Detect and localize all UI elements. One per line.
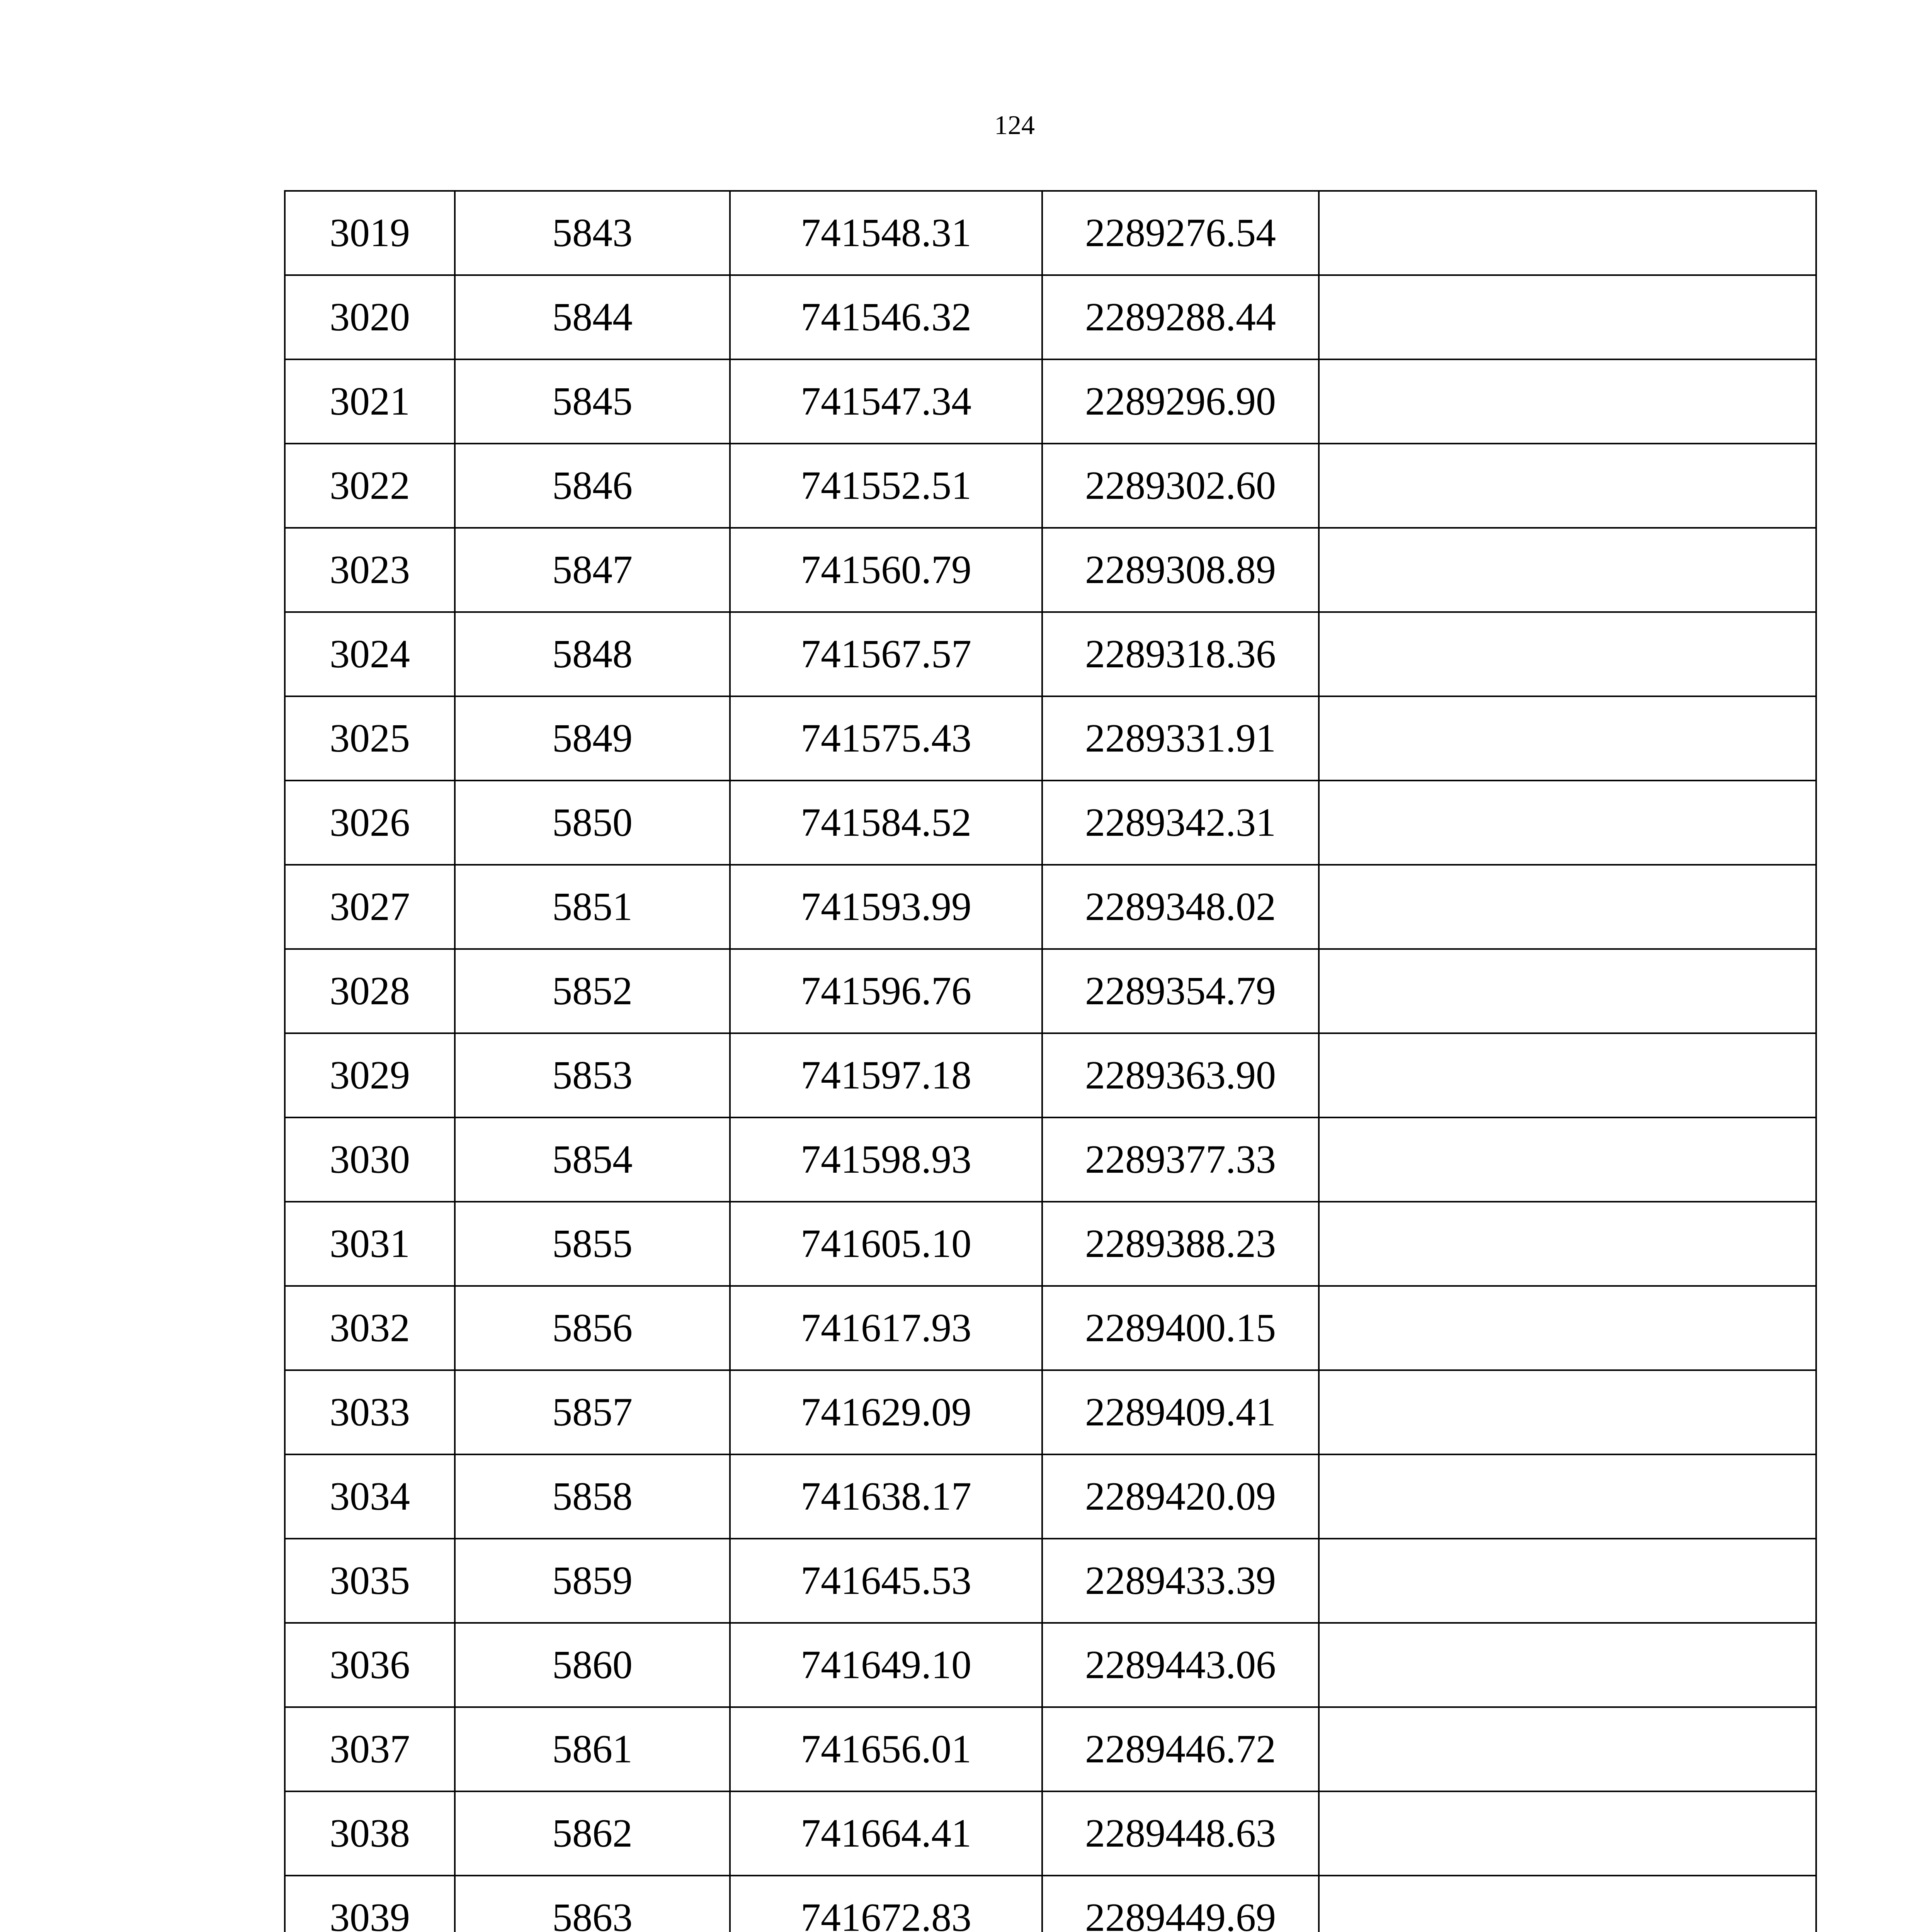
table-cell: 3025 [285,696,455,781]
table-cell: 2289420.09 [1042,1454,1319,1539]
table-cell: 5861 [455,1707,730,1791]
table-cell: 741605.10 [730,1202,1042,1286]
table-row [285,781,1816,865]
table-cell [1319,1202,1816,1286]
table-row [285,1286,1816,1370]
table-cell: 5851 [455,865,730,949]
table-cell: 3038 [285,1791,455,1876]
table-cell: 5862 [455,1791,730,1876]
table-cell: 2289363.90 [1042,1033,1319,1117]
table-cell: 741672.83 [730,1876,1042,1932]
table-cell: 2289348.02 [1042,865,1319,949]
table-cell: 5843 [455,191,730,275]
table-cell: 3022 [285,444,455,528]
table-row [285,1539,1816,1623]
table-cell: 3023 [285,528,455,612]
table-cell: 3027 [285,865,455,949]
table-cell: 2289318.36 [1042,612,1319,696]
table-cell: 2289443.06 [1042,1623,1319,1707]
table-cell: 5858 [455,1454,730,1539]
table-cell: 2289288.44 [1042,275,1319,359]
table-cell [1319,1623,1816,1707]
table-cell: 3030 [285,1117,455,1202]
table-cell: 3019 [285,191,455,275]
table-row [285,865,1816,949]
table-cell: 5859 [455,1539,730,1623]
table-cell: 2289342.31 [1042,781,1319,865]
table-cell: 741567.57 [730,612,1042,696]
table-cell: 5857 [455,1370,730,1454]
table-row [285,1791,1816,1876]
table-cell [1319,696,1816,781]
table-cell: 5849 [455,696,730,781]
table-cell: 741547.34 [730,359,1042,444]
table-cell: 2289296.90 [1042,359,1319,444]
table-cell: 5848 [455,612,730,696]
table-row [285,191,1816,275]
table-cell: 741552.51 [730,444,1042,528]
table-row [285,1117,1816,1202]
table-cell: 5852 [455,949,730,1033]
table-row [285,1202,1816,1286]
page-number: 124 [994,111,1035,140]
table-cell: 741575.43 [730,696,1042,781]
table-cell: 5853 [455,1033,730,1117]
table-row [285,1876,1816,1932]
table-cell [1319,275,1816,359]
table-cell: 3032 [285,1286,455,1370]
table-cell: 3021 [285,359,455,444]
table-cell [1319,1370,1816,1454]
table-cell [1319,949,1816,1033]
table-cell [1319,865,1816,949]
table-cell [1319,1539,1816,1623]
table-cell [1319,191,1816,275]
table-cell: 2289377.33 [1042,1117,1319,1202]
table-cell: 2289446.72 [1042,1707,1319,1791]
table-cell [1319,1791,1816,1876]
table-cell: 5850 [455,781,730,865]
table-row [285,1623,1816,1707]
table-cell: 741617.93 [730,1286,1042,1370]
table-cell: 3034 [285,1454,455,1539]
table-cell: 2289331.91 [1042,696,1319,781]
table-cell: 3028 [285,949,455,1033]
table-cell: 741560.79 [730,528,1042,612]
table-cell: 2289276.54 [1042,191,1319,275]
table-cell: 2289449.69 [1042,1876,1319,1932]
table-row [285,528,1816,612]
table-cell: 741584.52 [730,781,1042,865]
table-cell [1319,1033,1816,1117]
table-cell [1319,781,1816,865]
table-cell: 2289388.23 [1042,1202,1319,1286]
table-cell: 741656.01 [730,1707,1042,1791]
coordinate-table-body [285,191,1816,1932]
table-cell: 741593.99 [730,865,1042,949]
table-cell: 741649.10 [730,1623,1042,1707]
table-cell [1319,1876,1816,1932]
table-row [285,1454,1816,1539]
table-cell: 2289302.60 [1042,444,1319,528]
table-cell: 5855 [455,1202,730,1286]
table-cell: 741638.17 [730,1454,1042,1539]
table-row [285,1033,1816,1117]
table-cell: 741629.09 [730,1370,1042,1454]
coordinate-table [284,190,1817,1932]
table-cell: 3029 [285,1033,455,1117]
table-cell [1319,528,1816,612]
table-row [285,696,1816,781]
table-row [285,949,1816,1033]
table-cell [1319,1117,1816,1202]
table-cell: 5860 [455,1623,730,1707]
table-cell: 741548.31 [730,191,1042,275]
table-cell: 3039 [285,1876,455,1932]
table-cell: 741598.93 [730,1117,1042,1202]
table-cell: 741664.41 [730,1791,1042,1876]
table-cell: 5845 [455,359,730,444]
table-cell: 3031 [285,1202,455,1286]
table-cell [1319,1707,1816,1791]
table-cell: 741645.53 [730,1539,1042,1623]
table-cell: 3036 [285,1623,455,1707]
table-cell [1319,359,1816,444]
table-cell: 3024 [285,612,455,696]
table-cell: 5856 [455,1286,730,1370]
table-cell: 5846 [455,444,730,528]
table-cell [1319,444,1816,528]
table-cell: 2289308.89 [1042,528,1319,612]
table-row [285,612,1816,696]
table-cell: 2289354.79 [1042,949,1319,1033]
table-cell: 2289409.41 [1042,1370,1319,1454]
table-row [285,1370,1816,1454]
table-cell: 5863 [455,1876,730,1932]
table-row [285,444,1816,528]
table-cell: 3033 [285,1370,455,1454]
table-cell [1319,612,1816,696]
table-cell [1319,1454,1816,1539]
table-cell: 741596.76 [730,949,1042,1033]
table-cell: 5854 [455,1117,730,1202]
table-cell: 5844 [455,275,730,359]
table-cell: 5847 [455,528,730,612]
table-row [285,275,1816,359]
table-cell: 2289433.39 [1042,1539,1319,1623]
table-cell: 2289448.63 [1042,1791,1319,1876]
table-cell: 741546.32 [730,275,1042,359]
table-cell: 2289400.15 [1042,1286,1319,1370]
table-cell [1319,1286,1816,1370]
table-row [285,1707,1816,1791]
table-row [285,359,1816,444]
table-cell: 3035 [285,1539,455,1623]
table-cell: 3026 [285,781,455,865]
table-cell: 741597.18 [730,1033,1042,1117]
table-cell: 3020 [285,275,455,359]
table-cell: 3037 [285,1707,455,1791]
